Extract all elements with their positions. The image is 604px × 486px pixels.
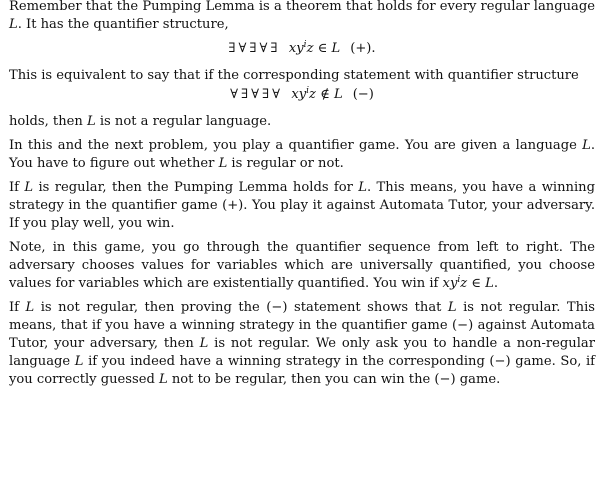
paragraph-game-rules (9, 239, 595, 293)
text-segment: not to be regular, then you can win the (−) game. (167, 372, 501, 387)
math-exponent-i: i (457, 275, 461, 285)
math-variable-L: L (9, 17, 18, 32)
text-segment: This is equivalent to say that if the corresponding statement with quantifier structure (9, 68, 579, 83)
text-segment: Note, in this game, you go through the quantifier sequence from left to right. The adversary chooses values for variables which are universally quantified, you choose values for variables which are existentially quantified. You win if (9, 240, 595, 291)
formula-tag: (+). (350, 41, 376, 56)
text-segment: is not regular, then proving the (−) statement shows that (34, 300, 448, 315)
math-variable-L: L (25, 300, 35, 315)
paragraph-equivalence (9, 67, 595, 85)
math-variable-x: x (442, 276, 450, 291)
text-segment: holds, then (9, 114, 87, 129)
text-segment: If (9, 180, 25, 195)
math-exponent-i: i (306, 86, 310, 96)
math-variable-z: z (460, 276, 468, 291)
text-segment: . You have to figure out whether (9, 138, 595, 171)
math-variable-z: z (306, 41, 314, 56)
math-variable-y: y (298, 87, 307, 102)
formula-minus (9, 86, 595, 104)
math-variable-L: L (86, 114, 96, 129)
text-segment: . It has the quantifier structure, (17, 17, 229, 32)
math-variable-L: L (331, 41, 341, 56)
math-variable-L: L (333, 87, 343, 102)
paragraph-not-regular-conclusion (9, 113, 595, 131)
paragraph-non-regular-case (9, 299, 595, 389)
text-segment: is not a regular language. (95, 114, 272, 129)
math-variable-x: x (288, 41, 297, 56)
text-segment: is not regular. This means, that if you have a winning strategy in the quantifier game (−) against Automata Tutor, your adversary, then (9, 300, 595, 351)
text-segment: Remember that the Pumping Lemma is a theorem that holds for every regular language (9, 0, 595, 14)
math-relation: ∉ (320, 87, 330, 102)
text-segment: In this and the next problem, you play a quantifier game. You are given a language (9, 138, 583, 153)
math-variable-x: x (291, 87, 299, 102)
text-segment: . (493, 276, 499, 291)
formula-plus (9, 40, 595, 58)
text-segment: If (9, 300, 26, 315)
math-variable-L: L (199, 336, 209, 351)
math-variable-L: L (582, 138, 591, 153)
math-variable-y: y (449, 276, 458, 291)
math-relation: ∈ (467, 276, 486, 291)
math-variable-z: z (309, 87, 316, 102)
text-segment: is not regular. We only ask you to handle a non-regular language (9, 336, 595, 369)
paragraph-game-intro (9, 137, 595, 173)
math-variable-L: L (159, 372, 168, 387)
math-variable-y: y (296, 41, 304, 56)
math-variable-L: L (447, 300, 457, 315)
text-segment: is regular, then the Pumping Lemma holds for (33, 180, 359, 195)
math-variable-L: L (358, 180, 367, 195)
math-variable-L: L (485, 276, 494, 291)
math-variable-L: L (74, 354, 84, 369)
paragraph-regular-case (9, 179, 595, 233)
text-segment: is regular or not. (227, 156, 344, 171)
math-exponent-i: i (303, 40, 307, 50)
quantifier-sequence: ∀∃∀∃∀ (230, 87, 284, 102)
text-segment: if you indeed have a winning strategy in the corresponding (−) game. So, if you correctly guessed (9, 354, 596, 387)
quantifier-sequence: ∃∀∃∀∃ (228, 41, 281, 56)
paragraph-pumping-lemma-intro (9, 0, 595, 34)
math-variable-L: L (218, 156, 228, 171)
math-relation: ∈ (317, 41, 328, 56)
text-segment: . This means, you have a winning strategy in the quantifier game (+). You play it against Automata Tutor, your adversary. If you play well, you win. (9, 180, 595, 231)
math-variable-L: L (24, 180, 34, 195)
formula-tag: (−) (352, 87, 374, 102)
